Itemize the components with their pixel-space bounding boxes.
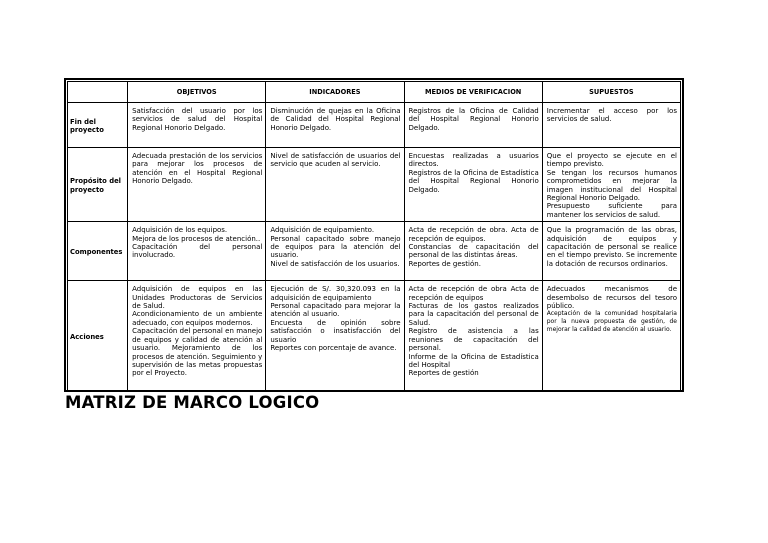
table-row: [68, 222, 681, 281]
cell-indicadores: [266, 103, 404, 148]
cell-text: Nivel de satisfacción de usuarios del servicio que acuden al servicio.: [270, 152, 401, 169]
cell-objetivos: [128, 222, 266, 281]
header-objetivos: OBJETIVOS: [128, 82, 266, 103]
cell-text: Adecuada prestación de los servicios para mejorar los procesos de atención en el Hospital Regional Honorio Delgado.: [132, 152, 263, 186]
cell-objetivos: [128, 103, 266, 148]
cell-text: Adquisición de equipos en las Unidades Productoras de Servicios de Salud. Acondicionamiento de un ambiente adecuado, con equipos modernos. Capacitación del personal en manejo de equipos y calidad de atención al usuario. Mejoramiento de los procesos de atención. Seguimiento y supervisión de las metas propuestas por el Proyecto.: [132, 285, 263, 378]
cell-text: Incrementar el acceso por los servicios de salud.: [546, 107, 677, 124]
cell-objetivos: [128, 148, 266, 222]
cell-text: Adquisición de los equipos. Mejora de los procesos de atención.. Capacitación del personal involucrado.: [132, 226, 263, 260]
cell-text: Acta de recepción de obra. Acta de recepción de equipos. Constancias de capacitación del personal de las distintas áreas. Reportes de gestión.: [408, 226, 539, 268]
page-title: MATRIZ DE MARCO LOGICO: [65, 393, 320, 412]
cell-indicadores: [266, 281, 404, 392]
row-label: Propósito del proyecto: [68, 148, 128, 222]
cell-indicadores: [266, 222, 404, 281]
header-medios: MEDIOS DE VERIFICACION: [404, 82, 542, 103]
row-label: Acciones: [68, 281, 128, 392]
cell-text: Que el proyecto se ejecute en el tiempo previsto. Se tengan los recursos humanos comprometidos en mejorar la imagen institucional del Hospital Regional Honorio Delgado. Presupuesto suficiente para mantener los servicios de salud.: [546, 152, 677, 219]
cell-text: Adecuados mecanismos de desembolso de recursos del tesoro público.: [546, 285, 677, 311]
table-row: [68, 103, 681, 148]
cell-medios: [404, 281, 542, 392]
cell-text-small: Aceptación de la comunidad hospitalaria por la nueva propuesta de gestión, de mejorar la calidad de atención al usuario.: [546, 310, 677, 333]
cell-text: Adquisición de equipamiento. Personal capacitado sobre manejo de equipos para la atención del usuario. Nivel de satisfacción de los usuarios.: [270, 226, 401, 268]
table-row: [68, 281, 681, 392]
cell-supuestos: [542, 281, 680, 392]
cell-supuestos: [542, 103, 680, 148]
table-row: [68, 148, 681, 222]
cell-supuestos: [542, 148, 680, 222]
cell-supuestos: [542, 222, 680, 281]
cell-text: Acta de recepción de obra Acta de recepción de equipos Facturas de los gastos realizados para la capacitación del personal de Salud. Registro de asistencia a las reuniones de capacitación del personal. Informe de la Oficina de Estadística del Hospital Reportes de gestión: [408, 285, 539, 378]
row-label: Componentes: [68, 222, 128, 281]
cell-text: Disminución de quejas en la Oficina de Calidad del Hospital Regional Honorio Delgado.: [270, 107, 401, 132]
cell-medios: [404, 148, 542, 222]
cell-text: Encuestas realizadas a usuarios directos. Registros de la Oficina de Estadística del Hospital Regional Honorio Delgado.: [408, 152, 539, 194]
header-indicadores: INDICADORES: [266, 82, 404, 103]
cell-text: Que la programación de las obras, adquisición de equipos y capacitación de personal se realice en el tiempo previsto. Se incremente la dotación de recursos ordinarios.: [546, 226, 677, 268]
logframe-matrix-table: [67, 81, 681, 392]
cell-text: Satisfacción del usuario por los servicios de salud del Hospital Regional Honorio Delgado.: [132, 107, 263, 132]
row-label: Fin del proyecto: [68, 103, 128, 148]
cell-text: Registros de la Oficina de Calidad del Hospital Regional Honorio Delgado.: [408, 107, 539, 132]
cell-medios: [404, 103, 542, 148]
header-blank: [68, 82, 128, 103]
cell-objetivos: [128, 281, 266, 392]
cell-text: Ejecución de S/. 30,320.093 en la adquisición de equipamiento Personal capacitado para mejorar la atención al usuario. Encuesta de opinión sobre satisfacción o insatisfacción del usuario Reportes con porcentaje de avance.: [270, 285, 401, 353]
cell-indicadores: [266, 148, 404, 222]
cell-medios: [404, 222, 542, 281]
logframe-table-frame: [64, 78, 684, 392]
header-row: [68, 82, 681, 103]
header-supuestos: SUPUESTOS: [542, 82, 680, 103]
